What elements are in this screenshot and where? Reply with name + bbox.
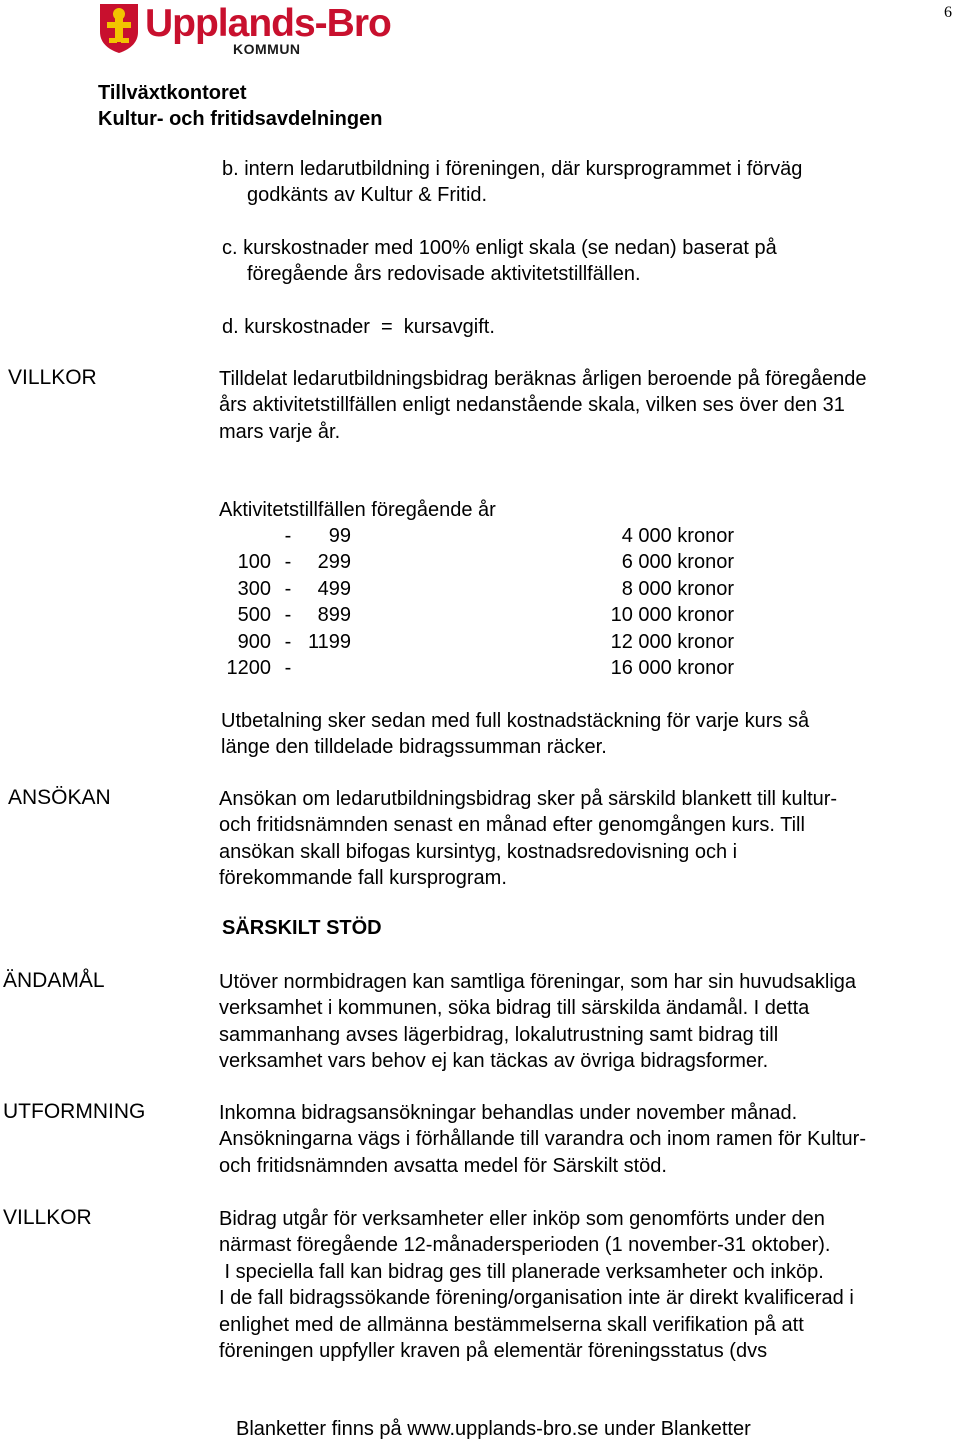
text-line: Inkomna bidragsansökningar behandlas under november månad. [219,1102,798,1124]
list-item [222,235,777,288]
text-line: ansökan skall bifogas kursintyg, kostnadsredovisning och i [219,840,738,863]
text-line: och fritidsnämnden senast en månad efter genomgången kurs. Till [219,814,805,837]
text-line: Tilldelat ledarutbildningsbidrag beräknas årligen beroende på föregående [219,368,867,390]
table-row [219,655,734,681]
villkor-text [219,1206,854,1364]
department-line-1: Tillväxtkontoret [98,82,247,104]
list-item-line: godkänts av Kultur & Fritid. [247,184,488,207]
scale-to-cell: 1199 [307,630,351,653]
scale-amount-cell: 4 000 kronor [621,525,734,547]
scale-to-cell [305,655,351,681]
list-item [222,314,495,340]
scale-amount-cell: 16 000 kronor [610,657,734,680]
table-row [219,549,734,575]
text-line: föreningen uppfyller kraven på elementär föreningsstatus (dvs [219,1340,768,1363]
text-line: I de fall bidragssökande förening/organisation inte är direkt kvalificerad i [219,1287,854,1310]
scale-to-cell: 99 [328,525,351,547]
text-line: års aktivitetstillfällen enligt nedanstående skala, vilken ses över den 31 [219,394,845,417]
table-row [219,576,734,602]
scale-title: Aktivitetstillfällen föregående år [219,499,496,521]
scale-from-cell: 300 [237,577,271,600]
logo-subtitle: KOMMUN [233,41,301,57]
scale-from-cell: 100 [237,551,271,574]
table-row [219,629,734,655]
text-line: Ansökan om ledarutbildningsbidrag sker på särskild blankett till kultur- [219,788,838,810]
scale-dash-cell: - [284,551,292,574]
text-line: sammanhang avses lägerbidrag, lokalutrustning samt bidrag till [219,1023,779,1046]
scale-to-cell: 499 [317,577,351,600]
andamal-text [219,969,856,1075]
logo-name: Upplands-Bro [145,2,391,45]
section-heading: SÄRSKILT STÖD [222,917,382,939]
scale-dash-cell: - [284,577,292,600]
scale-note [221,708,809,761]
scale-from-cell: 900 [237,630,271,653]
scale-dash-cell: - [284,604,292,627]
utformning-text [219,1100,866,1179]
text-line: Utbetalning sker sedan med full kostnadstäckning för varje kurs så [221,710,810,732]
scale-from-cell: 1200 [226,657,271,680]
text-line: förekommande fall kursprogram. [219,867,507,890]
department-line-2: Kultur- och fritidsavdelningen [98,108,383,130]
list-item-line: föregående års redovisade aktivitetstillfällen. [247,263,641,286]
table-row [219,602,734,628]
text-line: verksamhet i kommunen, söka bidrag till särskilda ändamål. I detta [219,997,810,1020]
scale-from-cell [219,523,271,549]
text-line: Bidrag utgår för verksamheter eller inköp som genomförts under den [219,1208,825,1230]
text-line: mars varje år. [219,420,341,443]
footer-text: Blanketter finns på www.upplands-bro.se under Blanketter [236,1418,751,1440]
scale-amount-cell: 6 000 kronor [621,551,734,574]
villkor-label: VILLKOR [8,366,97,389]
andamal-label: ÄNDAMÅL [3,969,105,992]
scale-to-cell: 299 [317,551,351,574]
text-line: I speciella fall kan bidrag ges till planerade verksamheter och inköp. [219,1260,824,1283]
utformning-label: UTFORMNING [3,1100,146,1123]
text-line: verksamhet vars behov ej kan täckas av övriga bidragsformer. [219,1050,769,1073]
scale-amount-cell: 12 000 kronor [610,630,734,653]
list-item-line: b. intern ledarutbildning i föreningen, där kursprogrammet i förväg [222,158,803,180]
scale-amount-cell: 10 000 kronor [610,604,734,627]
table-row [219,523,734,549]
coat-of-arms-icon [98,2,140,54]
scale-from-cell: 500 [237,604,271,627]
scale-dash-cell: - [284,525,292,547]
scale-amount-cell: 8 000 kronor [621,577,734,600]
text-line: enlighet med de allmänna bestämmelserna skall verifikation på att [219,1313,804,1336]
text-line: närmast föregående 12-månadersperioden (1 november-31 oktober). [219,1234,831,1257]
page-number: 6 [944,4,952,21]
villkor-label: VILLKOR [3,1206,92,1229]
text-line: och fritidsnämnden avsatta medel för Särskilt stöd. [219,1154,667,1177]
scale-dash-cell: - [284,657,292,680]
scale-dash-cell: - [284,630,292,653]
list-item [222,156,802,209]
ansokan-label: ANSÖKAN [8,786,111,809]
text-line: Utöver normbidragen kan samtliga föreningar, som har sin huvudsakliga [219,971,857,993]
ansokan-text [219,786,837,892]
list-item-line: c. kurskostnader med 100% enligt skala (se nedan) baserat på [222,237,777,259]
text-line: Ansökningarna vägs i förhållande till varandra och inom ramen för Kultur- [219,1128,867,1151]
villkor-text [219,366,867,445]
text-line: länge den tilldelade bidragssumman räcker. [221,736,607,759]
list-item-line: d. kurskostnader = kursavgift. [222,316,495,338]
scale-to-cell: 899 [317,604,351,627]
scale-table [219,523,734,681]
